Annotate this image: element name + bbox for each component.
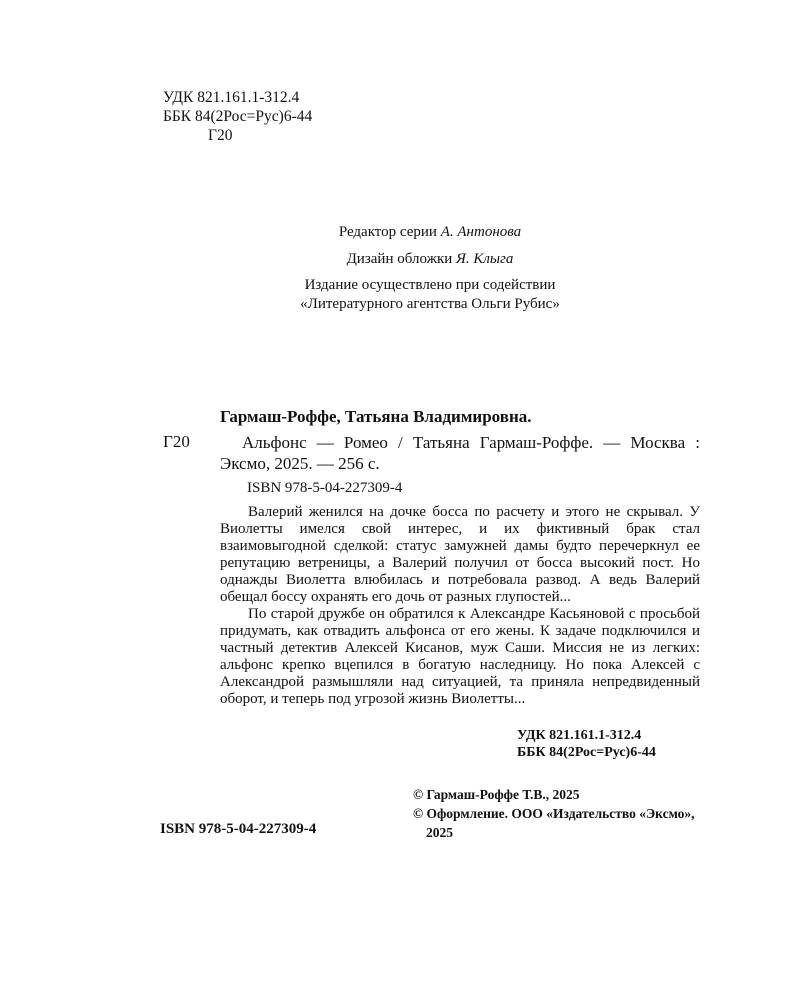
publication-line-1: Издание осуществлено при содействии bbox=[304, 277, 556, 293]
publication-line-2: «Литературного агентства Ольги Рубис» bbox=[300, 296, 560, 312]
annotation bbox=[220, 504, 700, 708]
isbn-bottom: ISBN 978-5-04-227309-4 bbox=[160, 821, 317, 837]
cover-design bbox=[160, 251, 700, 268]
series-editor bbox=[160, 224, 700, 241]
catalog-title: Альфонс — Ромео / Татьяна Гармаш-Роффе. — Москва : Эксмо, 2025. — 256 с. bbox=[220, 433, 700, 473]
annotation-paragraph-2: По старой дружбе он обратился к Александре Касьяновой с просьбой придумать, как отвадить альфонса от его жены. К задаче подключился и частный детектив Алексей Кисанов, муж Саши. Миссия не из легких: альфонс крепко вцепился в богатую наследницу. Но пока Алексей с Александрой размышляли над ситуацией, та приняла непредвиденный оборот, и теперь под угрозой жизнь Виолетты... bbox=[220, 606, 700, 707]
copyright-author: © Гармаш-Роффе Т.В., 2025 bbox=[413, 787, 580, 802]
udk-code-bottom: УДК 821.161.1-312.4 bbox=[517, 728, 642, 743]
publication-note bbox=[160, 276, 700, 314]
catalog-author: Гармаш-Роффе, Татьяна Владимировна. bbox=[220, 407, 532, 426]
series-editor-label: Редактор серии bbox=[338, 224, 437, 240]
author-mark: Г20 bbox=[208, 127, 233, 144]
bbk-code: ББК 84(2Рос=Рус)6-44 bbox=[163, 108, 313, 125]
bbk-code-bottom: ББК 84(2Рос=Рус)6-44 bbox=[517, 745, 656, 760]
series-editor-name: А. Антонова bbox=[440, 224, 522, 240]
classification-bottom bbox=[517, 727, 656, 761]
udk-code: УДК 821.161.1-312.4 bbox=[163, 89, 300, 106]
catalog-code: Г20 bbox=[163, 432, 190, 451]
cover-design-name: Я. Клыга bbox=[456, 251, 514, 267]
copyright-design: © Оформление. ООО «Издательство «Эксмо», 2025 bbox=[413, 806, 695, 840]
classification-top bbox=[163, 88, 312, 145]
copyright bbox=[413, 785, 713, 842]
cover-design-label: Дизайн обложки bbox=[346, 251, 453, 267]
annotation-paragraph-1: Валерий женился на дочке босса по расчету и этого не скрывал. У Виолетты имелся свой интерес, и их фиктивный брак стал взаимовыгодной сделкой: статус замужней дамы будто перечеркнул ее репутацию ветреницы, а Валерий получил от босса высокий пост. Но однажды Виолетта влюбилась и потребовала развод. А ведь Валерий обещал боссу охранять его дочь от разных глупостей... bbox=[220, 504, 700, 605]
catalog-isbn: ISBN 978-5-04-227309-4 bbox=[247, 480, 403, 496]
